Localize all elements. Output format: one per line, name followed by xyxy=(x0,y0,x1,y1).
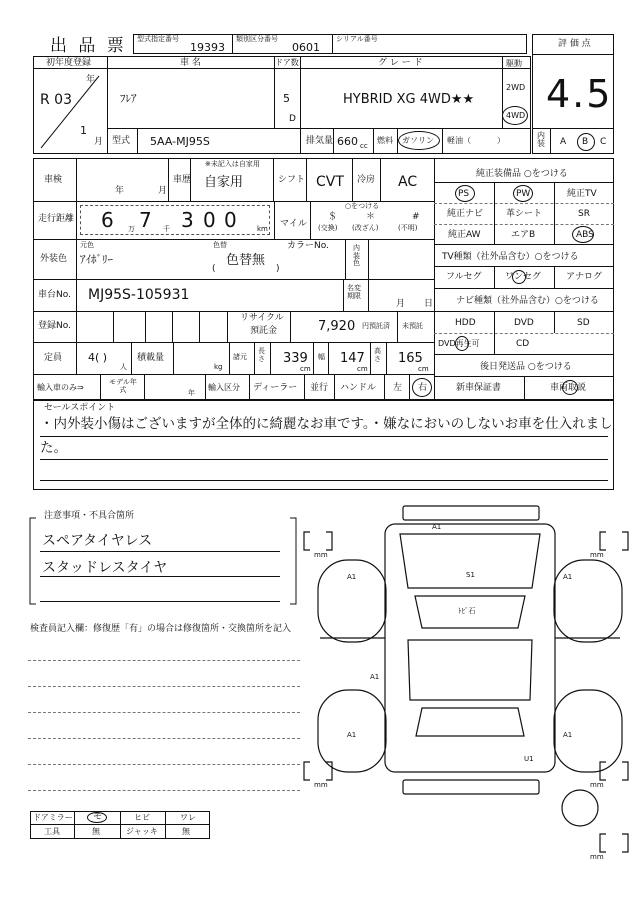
note-line-1: スペアタイヤレス xyxy=(42,533,153,549)
mileage-digit-5: 0 xyxy=(224,208,237,232)
name-change-day: 日 xyxy=(424,299,434,309)
doors-value: 5 xyxy=(283,92,290,105)
capacity-value: 4( ) xyxy=(88,351,108,364)
mile-label: マイル xyxy=(280,219,307,229)
mm-front-right: mm xyxy=(590,551,604,559)
equip-airbag: エアB xyxy=(511,230,536,240)
type-label: 型式 xyxy=(112,136,131,146)
fuel-close: ） xyxy=(497,136,505,145)
reg-no-label: 登録No. xyxy=(38,321,71,331)
mark-front-right-tire: A1 xyxy=(563,573,573,581)
swap-sub: (交換) xyxy=(318,224,338,232)
model-cert-value: 19393 xyxy=(190,41,225,54)
first-reg-month: 1 xyxy=(80,124,87,137)
sales-point-box xyxy=(33,400,614,490)
history-label: 車歴 xyxy=(173,175,192,185)
dim-label: 諸元 xyxy=(233,353,247,361)
drive-4wd: 4WD xyxy=(506,111,526,120)
mirror-value: モ xyxy=(93,812,103,822)
shaken-year-unit: 年 xyxy=(115,186,125,196)
interior-b: B xyxy=(582,137,589,147)
equip-pw: PW xyxy=(516,189,531,199)
color-no-label: カラーNo. xyxy=(287,241,329,251)
mark-hood: S1 xyxy=(466,571,475,579)
drive-label: 駆動 xyxy=(506,59,522,68)
mileage-digit-1: 6 xyxy=(101,208,114,232)
equip-leather: 革シート xyxy=(506,209,543,219)
right-handle-circle xyxy=(412,378,432,397)
hei-unit: cm xyxy=(418,365,429,373)
sales-text-line2: た。 xyxy=(40,440,67,456)
dealer-option: ディーラー xyxy=(253,383,298,393)
fuel-light: 軽油（ xyxy=(447,136,471,145)
repaint-label: 色替 xyxy=(213,241,227,249)
color-label: 外装色 xyxy=(40,254,68,264)
displacement-label: 排気量 xyxy=(306,136,334,146)
mileage-digit-3: 3 xyxy=(181,208,194,232)
mileage-label: 走行距離 xyxy=(38,214,75,224)
score-label: 評 価 点 xyxy=(558,39,591,49)
navi-title: ナビ種類（社外品含む）○をつける xyxy=(456,296,599,306)
wid-value: 147 xyxy=(340,351,365,366)
notes-label: 注意事項・不具合箇所 xyxy=(44,511,135,521)
shift-value: CVT xyxy=(316,174,344,190)
km-unit: km xyxy=(257,225,268,233)
capacity-unit: 人 xyxy=(120,363,127,371)
doc-warranty: 新車保証書 xyxy=(456,383,502,393)
mm-spare: mm xyxy=(590,853,604,861)
navi-dvd-play-circle xyxy=(455,336,469,351)
model-cert-label: 型式指定番号 xyxy=(137,35,179,43)
unknown-sub: (不明) xyxy=(398,224,418,232)
interior-c: C xyxy=(600,137,607,147)
month-unit: 月 xyxy=(94,137,104,147)
fuel-value: ガソリン xyxy=(402,136,434,145)
man-unit: 万 xyxy=(128,225,135,233)
equipment-title: 純正装備品 ○をつける xyxy=(476,169,568,179)
mark-windshield: ﾄﾋﾞ石 xyxy=(458,607,476,615)
equip-ps-circle xyxy=(455,185,475,202)
mark-left-side: A1 xyxy=(370,673,380,681)
equip-pw-circle xyxy=(513,185,533,202)
equip-sr: SR xyxy=(578,209,590,219)
shaken-label: 車検 xyxy=(44,175,63,185)
hibi-label: ヒビ xyxy=(134,813,150,822)
first-reg-label: 初年度登録 xyxy=(46,58,92,68)
sales-label: セールスポイント xyxy=(44,403,116,413)
recycle-value: 7,920 xyxy=(318,319,356,334)
equip-ps: PS xyxy=(458,189,470,199)
doors-label: ドア数 xyxy=(275,58,299,67)
mm-front-left: mm xyxy=(314,551,328,559)
handle-label: ハンドル xyxy=(340,383,377,393)
mark-rear: U1 xyxy=(524,755,534,763)
tv-oneseg-circle xyxy=(512,270,526,284)
hei-label: 高さ xyxy=(374,347,381,363)
left-handle: 左 xyxy=(393,383,403,393)
chassis-value: MJ95S-105931 xyxy=(88,287,190,303)
capacity-label: 定員 xyxy=(44,353,63,363)
tool-label: 工具 xyxy=(44,827,60,836)
chassis-label: 車台No. xyxy=(38,290,71,300)
mm-rear-left: mm xyxy=(314,781,328,789)
load-label: 積載量 xyxy=(137,353,165,363)
unknown-mark: # xyxy=(412,212,420,222)
paren-close: ) xyxy=(276,264,280,274)
grade-label: グ レ ー ド xyxy=(378,58,423,68)
model-year-unit: 年 xyxy=(188,389,195,397)
serial-label: シリアル番号 xyxy=(336,35,378,43)
era-year: R 03 xyxy=(40,92,72,108)
paren-open: ( xyxy=(212,264,216,274)
equip-abs-circle xyxy=(572,226,594,243)
tool-value: 無 xyxy=(92,827,100,836)
drive-4wd-circle xyxy=(502,106,528,125)
navi-hdd: HDD xyxy=(455,318,476,328)
displacement-value: 660 xyxy=(337,135,358,148)
circle-note: ○をつける xyxy=(345,202,380,210)
load-unit: kg xyxy=(214,363,223,371)
sales-text-line1: ・内外装小傷はございますが全体的に綺麗なお車です。・嫌なにおいのしないお車を仕入れまし xyxy=(40,416,613,432)
tv-analog: アナログ xyxy=(566,272,603,282)
mileage-digit-4: 0 xyxy=(203,208,216,232)
year-unit: 年 xyxy=(86,75,96,85)
recycle-label: リサイクル xyxy=(240,313,284,323)
ware-label: ワレ xyxy=(180,813,196,822)
history-note: ※未記入は自家用 xyxy=(205,160,260,168)
wid-unit: cm xyxy=(357,365,368,373)
mark-front-left-tire: A1 xyxy=(347,573,357,581)
doc-manual-circle xyxy=(562,380,578,395)
repaint-value: 色替無 xyxy=(226,253,266,268)
doc-title: 後日発送品 ○をつける xyxy=(480,362,572,372)
recycle-unit: 円預託済 xyxy=(362,322,390,330)
mark-front-bumper: A1 xyxy=(432,523,442,531)
jack-label: ジャッキ xyxy=(126,827,158,836)
tv-title: TV種類（社外品含む）○をつける xyxy=(442,252,579,262)
cooler-label: 冷房 xyxy=(357,175,376,185)
navi-cd: CD xyxy=(516,339,530,349)
swap-mark: ＄ xyxy=(328,212,338,222)
tv-fullseg: フルセグ xyxy=(446,272,482,282)
jack-value: 無 xyxy=(182,827,190,836)
wid-label: 幅 xyxy=(318,353,325,361)
shift-label: シフト xyxy=(278,175,306,185)
interior-a: A xyxy=(560,137,567,147)
name-change-month: 月 xyxy=(396,299,406,309)
car-name-label: 車 名 xyxy=(180,58,201,68)
alter-sub: (改ざん) xyxy=(352,224,379,232)
grade-value: HYBRID XG 4WD★★ xyxy=(343,92,475,107)
tv-oneseg: ワンセグ xyxy=(505,272,542,282)
equip-abs: ABS xyxy=(576,230,594,240)
mirror-circle xyxy=(87,812,107,823)
sen-unit: 千 xyxy=(163,225,170,233)
car-name-value: ﾌﾚｱ xyxy=(120,92,137,105)
shaken-month-unit: 月 xyxy=(158,186,168,196)
navi-dvd: DVD xyxy=(514,318,534,328)
inspector-label: 検査員記入欄：修復歴「有」の場合は修復箇所・交換箇所を記入 xyxy=(30,624,292,634)
alter-mark: ＊ xyxy=(366,212,376,222)
mark-rear-left-tire: A1 xyxy=(347,731,357,739)
len-label: 長さ xyxy=(258,347,265,363)
import-type-label: 輸入区分 xyxy=(208,383,240,392)
doc-manual: 車両取説 xyxy=(550,383,587,393)
equip-tv: 純正TV xyxy=(567,189,597,199)
name-change-label: 名変期限 xyxy=(347,284,361,301)
navi-sd: SD xyxy=(577,318,590,328)
recycle-not: 未預託 xyxy=(402,322,423,330)
interior-color-label: 内装色 xyxy=(353,244,360,268)
interior-label: 内装 xyxy=(537,131,545,148)
interior-b-circle xyxy=(577,133,595,151)
note-line-2: スタッドレスタイヤ xyxy=(42,560,168,576)
len-unit: cm xyxy=(300,365,311,373)
import-label: 輸入車のみ⇒ xyxy=(37,383,84,392)
type-value: 5AA-MJ95S xyxy=(150,135,210,148)
equip-aw: 純正AW xyxy=(448,230,481,240)
fuel-label: 燃料 xyxy=(377,136,393,145)
orig-color-label: 元色 xyxy=(80,241,94,249)
page-title: 出 品 票 xyxy=(50,36,127,56)
cooler-value: AC xyxy=(398,174,418,190)
navi-dvd-play: DVD再生可 xyxy=(438,339,480,348)
model-year-label: モデル年式 xyxy=(109,378,137,395)
score-value: 4.5 xyxy=(546,72,613,116)
drive-2wd: 2WD xyxy=(506,83,526,92)
mirror-label: ドアミラー xyxy=(33,813,73,822)
hei-value: 165 xyxy=(398,351,423,366)
mark-rear-right-tire: A1 xyxy=(563,731,573,739)
equip-navi: 純正ナビ xyxy=(447,209,484,219)
displacement-unit: cc xyxy=(360,142,368,150)
recycle-sub: 預託金 xyxy=(250,326,278,336)
right-handle: 右 xyxy=(418,383,428,393)
history-value: 自家用 xyxy=(204,175,244,190)
class-value: 0601 xyxy=(292,41,320,54)
parallel-option: 並行 xyxy=(310,383,329,393)
mileage-digit-2: 7 xyxy=(139,208,152,232)
len-value: 339 xyxy=(283,351,308,366)
class-label: 類別区分番号 xyxy=(236,35,278,43)
fuel-circle xyxy=(398,131,440,150)
doors-sub: D xyxy=(289,114,296,124)
car-damage-diagram xyxy=(300,500,640,905)
orig-color-value: ｱｲﾎﾞﾘｰ xyxy=(80,253,113,266)
mm-rear-right: mm xyxy=(590,781,604,789)
